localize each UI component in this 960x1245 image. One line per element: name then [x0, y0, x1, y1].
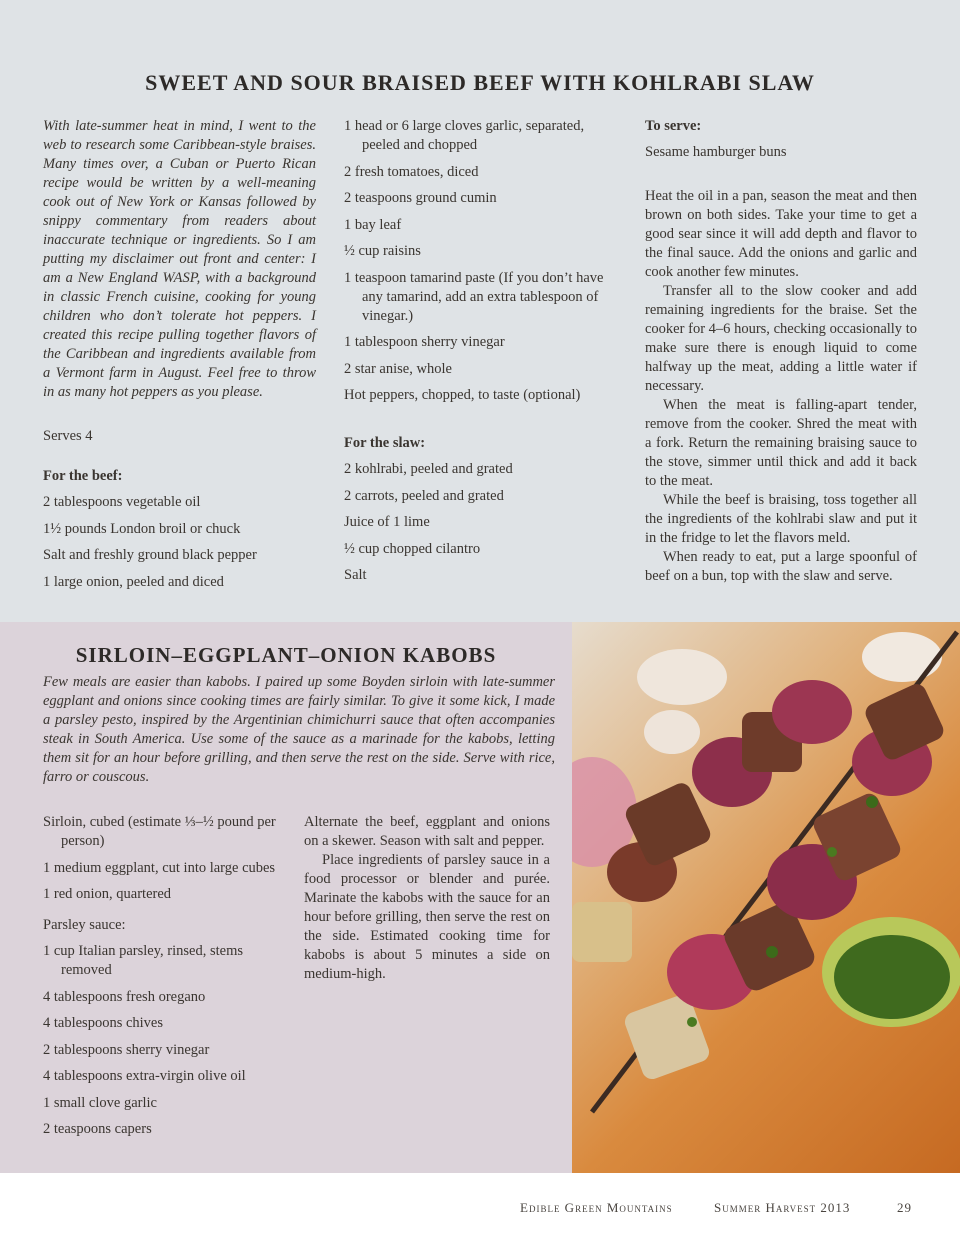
- ingredient-item: 1 small clove garlic: [43, 1094, 157, 1111]
- garlic-bulb: [862, 632, 942, 682]
- direction-paragraph: When the meat is falling-apart tender, remove from the cooker. Shred the meat with a fork. Return the remaining braising sauce to the stove, simmer until thick and add it back to the meat.: [645, 397, 917, 489]
- ingredient-item: ½ cup raisins: [344, 243, 421, 259]
- direction-paragraph: Transfer all to the slow cooker and add remaining ingredients for the braise. Set the cooker for 4–6 hours, checking occasionally to make sure there is enough liquid to come halfway up the meat, adding a little water if necessary.: [645, 283, 917, 394]
- recipe2-directions: [304, 813, 550, 984]
- parsley-sauce: [834, 935, 950, 1019]
- beef-label: For the beef:: [43, 468, 123, 484]
- recipe1-column-3: [645, 117, 917, 586]
- footer-issue: Summer Harvest 2013: [714, 1200, 851, 1215]
- ingredient-item: 2 tablespoons vegetable oil: [43, 494, 201, 510]
- ingredient-item: 4 tablespoons chives: [43, 1015, 164, 1031]
- garlic-clove: [644, 710, 700, 754]
- slaw-ingredient-list: [344, 460, 606, 585]
- kabob-photo: [572, 622, 960, 1173]
- recipe1-column-2: [344, 117, 606, 593]
- ingredient-item: 2 teaspoons capers: [43, 1121, 152, 1137]
- recipe2-intro: Few meals are easier than kabobs. I paired up some Boyden sirloin with late-summer eggplant and onions since cooking times are fairly similar. To give it some kick, I made a parsley pesto, inspired by the Argentinian chimichurri sauce that often accompanies steak in South America. Use some of the sauce as a marinade for the kabobs, letting them sit for an hour before grilling, and then serve the rest on the side. Serve with rice, farro or couscous.: [43, 674, 555, 785]
- ingredient-item: Salt: [344, 567, 367, 583]
- footer-magazine: Edible Green Mountains: [520, 1200, 673, 1215]
- recipe2-title: SIRLOIN–EGGPLANT–ONION KABOBS: [75, 643, 497, 667]
- ingredient-item: 4 tablespoons extra-virgin olive oil: [43, 1068, 246, 1084]
- ingredient-item: 1 teaspoon tamarind paste (If you don’t have any tamarind, add an extra tablespoon of vinegar.): [344, 269, 604, 324]
- kabob-photo-illustration: [572, 622, 960, 1173]
- ingredient-item: 2 carrots, peeled and grated: [344, 487, 504, 504]
- slaw-label: For the slaw:: [344, 435, 426, 451]
- ingredient-item: Juice of 1 lime: [344, 514, 430, 530]
- direction-paragraph: Alternate the beef, eggplant and onions on a skewer. Season with salt and pepper.: [304, 814, 550, 849]
- ingredient-item: 1 large onion, peeled and diced: [43, 573, 224, 590]
- ingredient-item: 1 red onion, quartered: [43, 886, 172, 902]
- beef-ingredient-list: [43, 493, 316, 592]
- ingredient-item: Hot peppers, chopped, to taste (optional): [344, 387, 581, 403]
- ingredient-item: 1 bay leaf: [344, 216, 402, 233]
- ingredient-item: 1 tablespoon sherry vinegar: [344, 334, 505, 350]
- ingredient-item: 2 kohlrabi, peeled and grated: [344, 461, 513, 477]
- ingredient-item: ½ cup chopped cilantro: [344, 540, 481, 557]
- direction-paragraph: When ready to eat, put a large spoonful of beef on a bun, top with the slaw and serve.: [645, 549, 917, 584]
- ingredient-item: 2 star anise, whole: [344, 360, 452, 377]
- sauce-label: Parsley sauce:: [43, 917, 126, 933]
- recipe1-intro: With late-summer heat in mind, I went to the web to research some Caribbean-style braises. Many times over, a Cuban or Puerto Rican recipe would be written by a well-meaning cook out of New York or Kansas followed by snippy commentary from readers about inaccurate technique or ingredients. So I am putting my disclaimer out front and center: I am a New England WASP, with a background in classic French cuisine, cooking for young children who don’t tolerate hot peppers. I created this recipe pulling together flavors of the Caribbean and ingredients available from a Vermont farm in August. Feel free to throw in as many hot peppers as you please.: [43, 118, 316, 400]
- recipe1-title: SWEET AND SOUR BRAISED BEEF WITH KOHLRABI SLAW: [145, 70, 815, 95]
- direction-paragraph: Place ingredients of parsley sauce in a food processor or blender and purée. Marinate the kabobs with the sauce for an hour before grilling, then serve the rest on the side. Estimated cooking time for kabobs is about 5 minutes a side on medium-high.: [304, 852, 550, 982]
- ingredient-item: 1 head or 6 large cloves garlic, separated, peeled and chopped: [344, 118, 585, 153]
- serve-label: To serve:: [645, 118, 702, 134]
- ingredient-item: Sirloin, cubed (estimate ⅓–½ pound per person): [43, 814, 276, 849]
- direction-paragraph: Heat the oil in a pan, season the meat and then brown on both sides. Take your time to get a good sear since it will add depth and flavor to the final sauce. Add the onions and garlic and cook another few minutes.: [645, 188, 917, 280]
- recipe2-ingredients: [43, 813, 279, 1147]
- recipe1-serves: Serves 4: [43, 428, 93, 444]
- braise-ingredient-list: [344, 117, 606, 405]
- ingredient-item: 1 cup Italian parsley, rinsed, stems removed: [43, 943, 243, 978]
- ingredient-item: 2 tablespoons sherry vinegar: [43, 1041, 210, 1058]
- serve-text: Sesame hamburger buns: [645, 144, 787, 160]
- direction-paragraph: While the beef is braising, toss together all the ingredients of the kohlrabi slaw and put it in the fridge to let the flavors meld.: [645, 492, 917, 546]
- garlic-bulb: [637, 649, 727, 705]
- ingredient-item: 4 tablespoons fresh oregano: [43, 988, 206, 1005]
- recipe1-directions: [645, 187, 917, 586]
- ingredient-item: Salt and freshly ground black pepper: [43, 547, 257, 563]
- ingredient-item: 2 teaspoons ground cumin: [344, 190, 497, 206]
- page-number: 29: [897, 1200, 912, 1215]
- sauce-ingredient-list: [43, 942, 279, 1139]
- kabob-ingredient-list: [43, 813, 279, 904]
- ingredient-item: 2 fresh tomatoes, diced: [344, 163, 479, 180]
- ingredient-item: 1½ pounds London broil or chuck: [43, 520, 241, 537]
- recipe1-column-1: [43, 117, 316, 599]
- ingredient-item: 1 medium eggplant, cut into large cubes: [43, 859, 276, 876]
